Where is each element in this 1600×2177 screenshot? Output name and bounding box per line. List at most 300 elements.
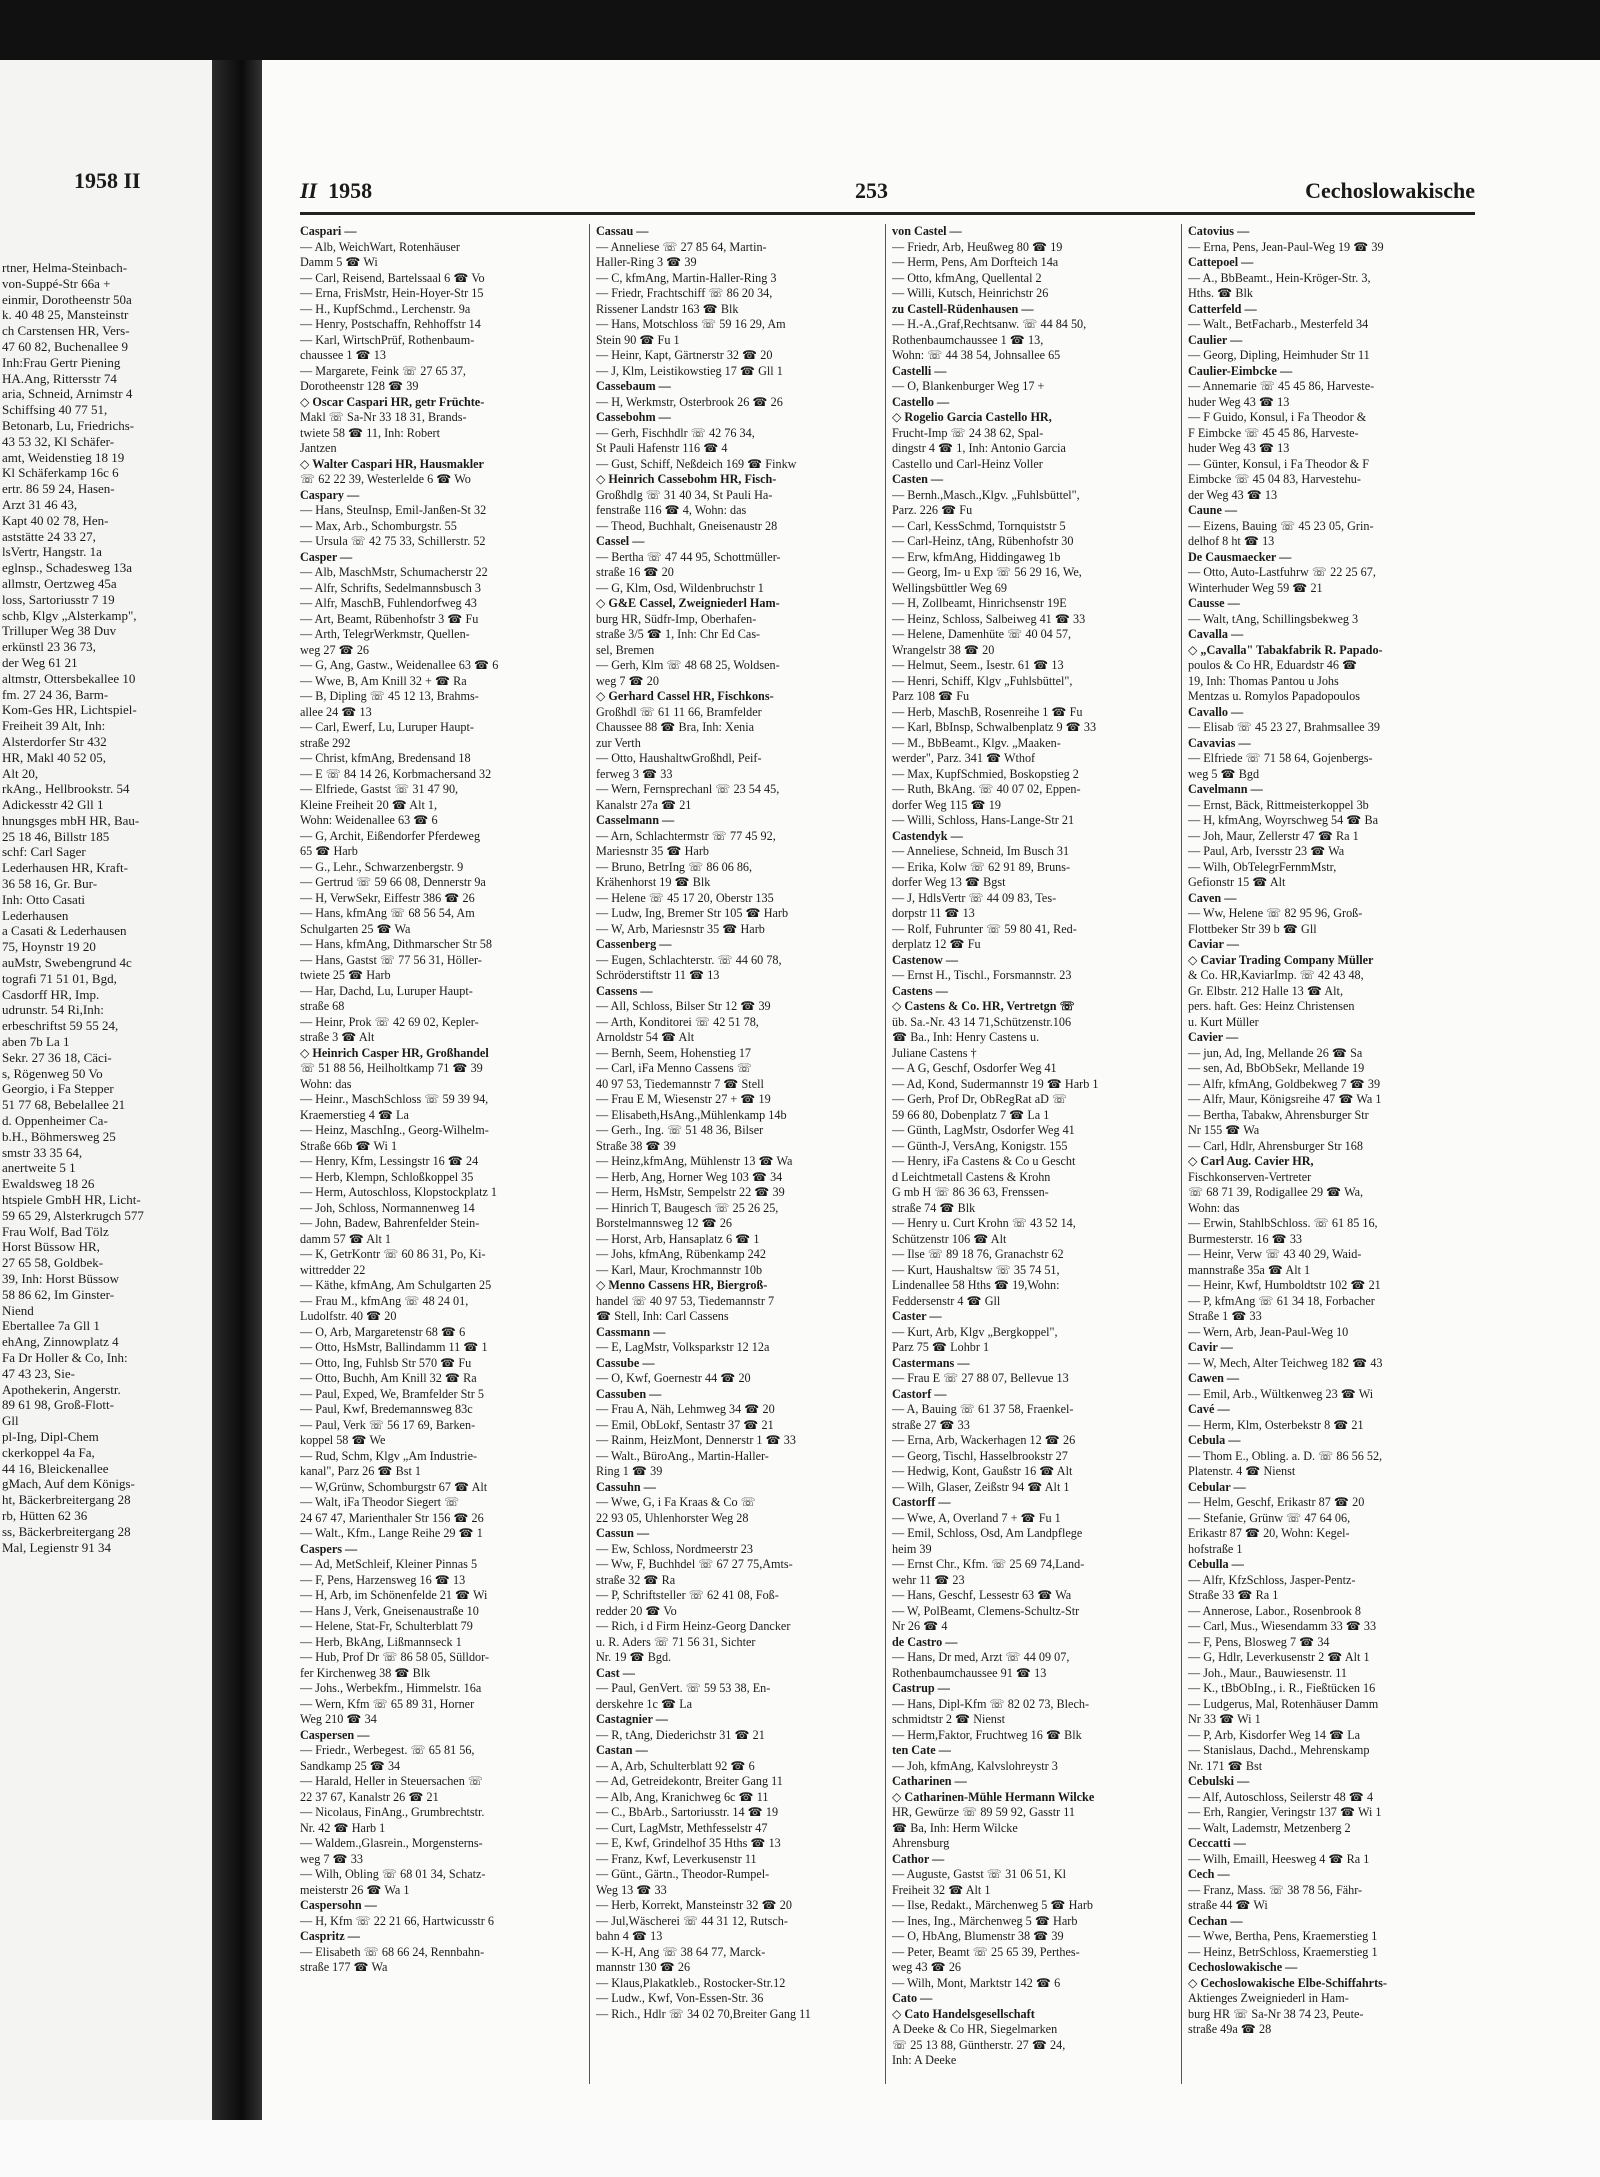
- directory-entry-line: — Herm,Faktor, Fruchtweg 16 ☎ Blk: [892, 1727, 1082, 1742]
- directory-entry-line: Schützenstr 106 ☎ Alt: [892, 1231, 1007, 1246]
- directory-entry-line: — Elisabeth,HsAng.,Mühlenkamp 14b: [596, 1107, 787, 1122]
- directory-entry-line: ◇ „Cavalla" Tabakfabrik R. Papado-: [1188, 642, 1383, 657]
- directory-entry-line: — Günter, Konsul, i Fa Theodor & F: [1188, 456, 1370, 471]
- surname-heading: Cassube —: [596, 1355, 655, 1370]
- directory-entry-line: — Herm, HsMstr, Sempelstr 22 ☎ 39: [596, 1185, 785, 1199]
- surname-heading: Caspary —: [300, 487, 360, 502]
- directory-entry-line: Rothenbaumchaussee 1 ☎ 13,: [892, 332, 1044, 347]
- surname-heading: Cavelmann —: [1188, 782, 1263, 796]
- directory-entry-line: ☏ 25 13 88, Güntherstr. 27 ☎ 24,: [892, 2037, 1066, 2052]
- directory-entry-line: — John, Badew, Bahrenfelder Stein-: [300, 1216, 480, 1230]
- directory-entry-line: — Herb, MaschB, Rosenreihe 1 ☎ Fu: [892, 704, 1083, 719]
- left-page-line: ertr. 86 59 24, Hasen-: [2, 481, 115, 497]
- left-page-line: 43 53 32, Kl Schäfer-: [2, 433, 115, 449]
- directory-entry-line: — H., KupfSchmd., Lerchenstr. 9a: [300, 301, 471, 316]
- directory-entry-line: Burmesterstr. 16 ☎ 33: [1188, 1231, 1303, 1246]
- directory-entry-line: — Rud, Schm, Klgv „Am Industrie-: [300, 1448, 478, 1463]
- directory-entry-line: Schulgarten 25 ☎ Wa: [300, 921, 411, 936]
- directory-entry-line: Wohn: Weidenallee 63 ☎ 6: [300, 813, 438, 827]
- directory-entry-line: Parz. 226 ☎ Fu: [892, 503, 973, 517]
- left-page-line: Kapt 40 02 78, Hen-: [2, 512, 109, 528]
- directory-entry-line: — Ernst Chr., Kfm. ☏ 25 69 74,Land-: [892, 1557, 1085, 1571]
- directory-entry-line: — B, Dipling ☏ 45 12 13, Brahms-: [300, 689, 479, 703]
- directory-entry-line: — Gerh., Ing. ☏ 51 48 36, Bilser: [596, 1123, 764, 1137]
- left-page-line: rtner, Helma-Steinbach-: [2, 260, 128, 275]
- directory-entry-line: Flottbeker Str 39 b ☎ Gll: [1188, 921, 1317, 936]
- directory-entry-line: straße 68: [300, 999, 345, 1013]
- surname-heading: Caulier-Eimbcke —: [1188, 363, 1293, 378]
- left-page-line: 51 77 68, Bebelallee 21: [2, 1097, 126, 1113]
- column-divider: [589, 224, 590, 2084]
- directory-entry-line: — Frau M., kfmAng ☏ 48 24 01,: [300, 1293, 469, 1308]
- left-page-line: einmir, Dorotheenstr 50a: [2, 291, 132, 307]
- directory-entry-line: mannstr 130 ☎ 26: [596, 1960, 691, 1974]
- left-page-line: 47 43 23, Sie-: [2, 1365, 75, 1381]
- surname-heading: Caviar —: [1188, 937, 1239, 951]
- directory-entry-line: — Ww, Helene ☏ 82 95 96, Groß-: [1188, 906, 1363, 920]
- surname-heading: Cavier —: [1188, 1030, 1239, 1044]
- directory-entry-line: — G, Hdlr, Leverkusenstr 2 ☎ Alt 1: [1188, 1650, 1370, 1664]
- directory-entry-line: Erikastr 87 ☎ 20, Wohn: Kegel-: [1188, 1526, 1350, 1540]
- directory-entry-line: weg 7 ☎ 33: [300, 1851, 363, 1866]
- scan-border-top: [0, 0, 1600, 60]
- directory-entry-line: — Helene ☏ 45 17 20, Oberstr 135: [596, 890, 774, 905]
- directory-entry-line: — Ursula ☏ 42 75 33, Schillerstr. 52: [300, 534, 486, 548]
- directory-entry-line: — Alb, MaschMstr, Schumacherstr 22: [300, 565, 488, 579]
- surname-heading: Cebula —: [1188, 1433, 1241, 1447]
- left-page-line: Kom-Ges HR, Lichtspiel-: [2, 702, 137, 718]
- directory-entry-line: — F, Pens, Harzensweg 16 ☎ 13: [300, 1572, 466, 1587]
- directory-entry-line: — Friedr., Werbegest. ☏ 65 81 56,: [300, 1743, 475, 1757]
- directory-entry-line: — Art, Beamt, Rübenhofstr 3 ☎ Fu: [300, 611, 479, 626]
- directory-entry-line: — jun, Ad, Ing, Mellande 26 ☎ Sa: [1188, 1045, 1363, 1060]
- surname-heading: Cassuhn —: [596, 1479, 656, 1494]
- surname-heading: Castendyk —: [892, 828, 963, 843]
- directory-entry-line: — Annerose, Labor., Rosenbrook 8: [1188, 1603, 1361, 1618]
- directory-entry-line: — Alfr, MaschB, Fuhlendorfweg 43: [300, 596, 477, 610]
- directory-entry-line: — Herb, Ang, Horner Weg 103 ☎ 34: [596, 1169, 783, 1184]
- left-page-line: 27 65 58, Goldbek-: [2, 1255, 104, 1271]
- directory-entry-line: — Eugen, Schlachterstr. ☏ 44 60 78,: [596, 952, 782, 967]
- directory-entry-line: wittredder 22: [300, 1262, 366, 1277]
- directory-entry-line: — Ines, Ing., Märchenweg 5 ☎ Harb: [892, 1913, 1078, 1928]
- directory-entry-line: — Ernst, Bäck, Rittmeisterkoppel 3b: [1188, 797, 1369, 812]
- directory-entry-line: derskehre 1c ☎ La: [596, 1696, 693, 1711]
- directory-entry-line: — Ad, Getreidekontr, Breiter Gang 11: [596, 1774, 783, 1788]
- book-spine: [212, 60, 262, 2120]
- directory-entry-line: üb. Sa.-Nr. 43 14 71,Schützenstr.106: [892, 1014, 1072, 1029]
- directory-entry-line: — Friedr, Frachtschiff ☏ 86 20 34,: [596, 286, 773, 300]
- directory-entry-line: — P, kfmAng ☏ 61 34 18, Forbacher: [1188, 1293, 1375, 1308]
- directory-entry-line: Haller-Ring 3 ☎ 39: [596, 255, 697, 269]
- directory-entry-line: Schröderstiftstr 11 ☎ 13: [596, 968, 720, 982]
- directory-entry-line: ◇ Catharinen-Mühle Hermann Wilcke: [892, 1789, 1095, 1804]
- directory-entry-line: — Hans, Geschf, Lessestr 63 ☎ Wa: [892, 1588, 1072, 1602]
- directory-entry-line: — Herb, BkAng, Lißmannseck 1: [300, 1634, 462, 1649]
- directory-entry-line: — Heinz,kfmAng, Mühlenstr 13 ☎ Wa: [596, 1154, 793, 1168]
- directory-entry-line: — Johs, kfmAng, Rübenkamp 242: [596, 1247, 766, 1261]
- directory-entry-line: — Elisabeth ☏ 68 66 24, Rennbahn-: [300, 1944, 485, 1959]
- surname-heading: Caspersen —: [300, 1727, 370, 1742]
- directory-entry-line: chaussee 1 ☎ 13: [300, 348, 386, 362]
- directory-entry-line: — Horst, Arb, Hansaplatz 6 ☎ 1: [596, 1231, 760, 1246]
- directory-entry-line: Weg 13 ☎ 33: [596, 1882, 667, 1897]
- left-page-line: k. 40 48 25, Mansteinstr: [2, 307, 129, 323]
- directory-entry-line: werder", Parz. 341 ☎ Wthof: [892, 751, 1036, 765]
- directory-entry-line: — G, Ang, Gastw., Weidenallee 63 ☎ 6: [300, 658, 499, 672]
- directory-entry-line: — W,Grünw, Schomburgstr 67 ☎ Alt: [300, 1479, 488, 1494]
- left-page-line: schb, Klgv „Alsterkamp",: [2, 607, 137, 623]
- directory-entry-line: Hths. ☎ Blk: [1188, 286, 1253, 300]
- surname-heading: von Castel —: [892, 224, 962, 238]
- directory-entry-line: 22 37 67, Kanalstr 26 ☎ 21: [300, 1789, 439, 1804]
- surname-heading: Castenow —: [892, 952, 959, 967]
- directory-entry-line: — W, Mech, Alter Teichweg 182 ☎ 43: [1188, 1355, 1383, 1370]
- directory-entry-line: — Hans, SteuInsp, Emil-Janßen-St 32: [300, 503, 487, 517]
- directory-entry-line: — Ernst H., Tischl., Forsmannstr. 23: [892, 968, 1072, 982]
- directory-entry-line: bahn 4 ☎ 13: [596, 1929, 663, 1943]
- directory-entry-line: — Erna, FrisMstr, Hein-Hoyer-Str 15: [300, 286, 484, 300]
- directory-entry-line: 65 ☎ Harb: [300, 844, 358, 858]
- directory-entry-line: — Karl, BbInsp, Schwalbenplatz 9 ☎ 33: [892, 720, 1097, 734]
- directory-entry-line: — Helmut, Seem., Isestr. 61 ☎ 13: [892, 658, 1064, 672]
- directory-entry-line: — Klaus,Plakatkleb., Rostocker-Str.12: [596, 1975, 786, 1990]
- directory-entry-line: — Stefanie, Grünw ☏ 47 64 06,: [1188, 1510, 1351, 1525]
- directory-entry-line: Frucht-Imp ☏ 24 38 62, Spal-: [892, 425, 1044, 440]
- left-page-line: aststätte 24 33 27,: [2, 528, 96, 544]
- directory-entry-line: Straße 38 ☎ 39: [596, 1138, 676, 1153]
- directory-entry-line: Krähenhorst 19 ☎ Blk: [596, 875, 711, 889]
- directory-entry-line: — Henry, iFa Castens & Co u Gescht: [892, 1154, 1076, 1168]
- left-page-line: Sekr. 27 36 18, Cäci-: [2, 1049, 112, 1065]
- directory-entry-line: — Hans, kfmAng ☏ 68 56 54, Am: [300, 906, 475, 920]
- directory-entry-line: — Heinr, Kapt, Gärtnerstr 32 ☎ 20: [596, 348, 773, 362]
- directory-entry-line: — Hans, Dr med, Arzt ☏ 44 09 07,: [892, 1650, 1070, 1664]
- directory-entry-line: — Helene, Stat-Fr, Schulterblatt 79: [300, 1619, 473, 1633]
- directory-entry-line: Nr 26 ☎ 4: [892, 1619, 948, 1633]
- directory-entry-line: burg HR, Südfr-Imp, Oberhafen-: [596, 611, 757, 626]
- directory-entry-line: — Kurt, Haushaltsw ☏ 35 74 51,: [892, 1262, 1060, 1277]
- directory-entry-line: Nr. 19 ☎ Bgd.: [596, 1650, 672, 1664]
- directory-entry-line: — sen, Ad, BbObSekr, Mellande 19: [1188, 1061, 1365, 1075]
- directory-entry-line: ◇ Caviar Trading Company Müller: [1188, 952, 1374, 967]
- left-page-line: aben 7b La 1: [2, 1034, 70, 1050]
- directory-entry-line: — Alfr, Schrifts, Sedelmannsbusch 3: [300, 580, 481, 595]
- surname-heading: Cebulla —: [1188, 1557, 1244, 1571]
- left-page-line: Arzt 31 46 43,: [2, 496, 78, 512]
- surname-heading: Cebular —: [1188, 1479, 1246, 1494]
- directory-entry-line: — A., BbBeamt., Hein-Kröger-Str. 3,: [1188, 270, 1371, 285]
- directory-entry-line: — Arn, Schlachtermstr ☏ 77 45 92,: [596, 828, 776, 843]
- surname-heading: Ceccatti —: [1188, 1836, 1246, 1850]
- directory-entry-line: Eimbcke ☏ 45 04 83, Harvestehu-: [1188, 472, 1361, 486]
- directory-entry-line: — Stanislaus, Dachd., Mehrenskamp: [1188, 1743, 1370, 1757]
- directory-entry-line: huder Weg 43 ☎ 13: [1188, 441, 1290, 455]
- directory-entry-line: ☎ Stell, Inh: Carl Cassens: [596, 1309, 729, 1323]
- directory-entry-line: — J, HdlsVertr ☏ 44 09 83, Tes-: [892, 890, 1057, 905]
- directory-entry-line: Straße 1 ☎ 33: [1188, 1309, 1262, 1323]
- left-page-line: Trilluper Weg 38 Duv: [2, 623, 117, 639]
- directory-entry-line: ◇ Heinrich Cassebohm HR, Fisch-: [596, 472, 777, 486]
- directory-entry-line: ◇ Walter Caspari HR, Hausmakler: [300, 456, 484, 471]
- directory-entry-line: Nr 33 ☎ Wi 1: [1188, 1712, 1261, 1726]
- directory-entry-line: — Rainm, HeizMont, Dennerstr 1 ☎ 33: [596, 1433, 796, 1447]
- directory-entry-line: — H, Werkmstr, Osterbrook 26 ☎ 26: [596, 394, 783, 409]
- surname-heading: Cassebohm —: [596, 410, 671, 424]
- directory-entry-line: — Otto, HaushaltwGroßhdl, Peif-: [596, 751, 762, 765]
- directory-entry-line: Mentzas u. Romylos Papadopoulos: [1188, 689, 1360, 703]
- directory-entry-line: — K, GetrKontr ☏ 60 86 31, Po, Ki-: [300, 1247, 486, 1261]
- directory-entry-line: — Walt., BüroAng., Martin-Haller-: [596, 1448, 769, 1463]
- directory-entry-line: — Frau E ☏ 27 88 07, Bellevue 13: [892, 1371, 1069, 1385]
- directory-entry-line: — Erna, Arb, Wackerhagen 12 ☎ 26: [892, 1433, 1076, 1447]
- directory-entry-line: — Paul, Kwf, Bredemannsweg 83c: [300, 1402, 473, 1416]
- left-page-line: 39, Inh: Horst Büssow: [2, 1271, 120, 1286]
- directory-entry-line: u. Kurt Müller: [1188, 1014, 1259, 1029]
- left-page-line: Mal, Legienstr 91 34: [2, 1539, 112, 1555]
- directory-entry-line: Wohn: ☏ 44 38 54, Johnsallee 65: [892, 348, 1061, 362]
- directory-entry-line: — Emil, Schloss, Osd, Am Landpflege: [892, 1526, 1083, 1540]
- surname-heading: Caulier —: [1188, 332, 1243, 347]
- directory-entry-line: — Alb, WeichWart, Rotenhäuser: [300, 239, 460, 254]
- surname-heading: Castelli —: [892, 363, 947, 378]
- left-page-line: Alt 20,: [2, 765, 39, 781]
- column-divider: [885, 224, 886, 2084]
- directory-entry-line: — Walt, Lademstr, Metzenberg 2: [1188, 1820, 1351, 1835]
- left-page-line: Frau Wolf, Bad Tölz: [2, 1223, 109, 1239]
- directory-entry-line: Parz 75 ☎ Lohbr 1: [892, 1340, 990, 1354]
- surname-heading: zu Castell-Rüdenhausen —: [892, 301, 1034, 316]
- directory-entry-line: — Thom E., Obling. a. D. ☏ 86 56 52,: [1188, 1448, 1383, 1463]
- directory-entry-line: burg HR ☏ Sa-Nr 38 74 23, Peute-: [1188, 2006, 1364, 2021]
- directory-entry-line: — Otto, HsMstr, Ballindamm 11 ☎ 1: [300, 1340, 488, 1354]
- left-page-line: Casdorff HR, Imp.: [2, 986, 100, 1002]
- directory-entry-line: Stein 90 ☎ Fu 1: [596, 332, 680, 347]
- directory-entry-line: A Deeke & Co HR, Siegelmarken: [892, 2022, 1058, 2036]
- directory-entry-line: huder Weg 43 ☎ 13: [1188, 394, 1290, 409]
- directory-entry-line: — Georg, Dipling, Heimhuder Str 11: [1188, 348, 1370, 362]
- directory-entry-line: — Ad, MetSchleif, Kleiner Pinnas 5: [300, 1557, 478, 1571]
- directory-entry-line: — Karl, WirtschPrüf, Rothenbaum-: [300, 332, 475, 347]
- directory-entry-line: Mariesnstr 35 ☎ Harb: [596, 844, 709, 858]
- issue-year: 1958: [328, 178, 373, 203]
- directory-entry-line: — K-H, Ang ☏ 38 64 77, Marck-: [596, 1944, 766, 1959]
- left-page-line: Ewaldsweg 18 26: [2, 1176, 95, 1192]
- directory-entry-line: koppel 58 ☎ We: [300, 1433, 386, 1447]
- directory-entry-line: — K., tBbObIng., i. R., Fießtücken 16: [1188, 1681, 1376, 1695]
- directory-entry-line: — Erna, Pens, Jean-Paul-Weg 19 ☎ 39: [1188, 239, 1384, 254]
- directory-entry-line: — H, VerwSekr, Eiffestr 386 ☎ 26: [300, 890, 475, 905]
- directory-entry-line: — Wilh, Glaser, Zeißstr 94 ☎ Alt 1: [892, 1479, 1070, 1494]
- directory-entry-line: — Herb, Klempn, Schloßkoppel 35: [300, 1169, 474, 1184]
- directory-entry-line: 59 66 80, Dobenplatz 7 ☎ La 1: [892, 1107, 1050, 1122]
- directory-entry-line: damm 57 ☎ Alt 1: [300, 1231, 392, 1246]
- surname-heading: Cech —: [1188, 1867, 1230, 1881]
- directory-entry-line: straße 3 ☎ Alt: [300, 1030, 375, 1044]
- directory-entry-line: — Herb, Korrekt, Mansteinstr 32 ☎ 20: [596, 1898, 792, 1912]
- directory-entry-line: — Bernh, Seem, Hohenstieg 17: [596, 1045, 752, 1060]
- directory-entry-line: fenstraße 116 ☎ 4, Wohn: das: [596, 503, 747, 517]
- directory-entry-line: ferweg 3 ☎ 33: [596, 766, 673, 781]
- surname-heading: de Castro —: [892, 1634, 958, 1649]
- directory-entry-line: St Pauli Hafenstr 116 ☎ 4: [596, 441, 728, 455]
- directory-entry-line: u. R. Aders ☏ 71 56 31, Sichter: [596, 1634, 756, 1649]
- directory-entry-line: — Wilh, Emaill, Heesweg 4 ☎ Ra 1: [1188, 1851, 1370, 1866]
- left-page-line: auMstr, Swebengrund 4c: [2, 955, 132, 971]
- directory-entry-line: Ahrensburg: [892, 1836, 950, 1850]
- left-page-line: Lederhausen HR, Kraft-: [2, 860, 128, 876]
- directory-entry-line: straße 49a ☎ 28: [1188, 2022, 1272, 2036]
- directory-entry-line: — Gertrud ☏ 59 66 08, Dennerstr 9a: [300, 875, 486, 889]
- left-page-line: ht, Bäckerbreitergang 28: [2, 1492, 131, 1508]
- directory-entry-line: — Joh., Maur., Bauwiesenstr. 11: [1188, 1665, 1347, 1680]
- directory-entry-line: — Johs., Werbekfm., Himmelstr. 16a: [300, 1681, 482, 1695]
- directory-entry-line: — Gerh, Fischhdlr ☏ 42 76 34,: [596, 425, 755, 440]
- left-page-line: ehAng, Zinnowplatz 4: [2, 1334, 119, 1350]
- left-page-line: erbeschriftst 59 55 24,: [2, 1018, 119, 1034]
- surname-heading: Cassens —: [596, 983, 653, 998]
- directory-entry-line: — Bertha ☏ 47 44 95, Schottmüller-: [596, 549, 781, 564]
- left-page-line: loss, Sartoriusstr 7 19: [2, 591, 115, 607]
- directory-entry-line: — P, Schriftsteller ☏ 62 41 08, Foß-: [596, 1588, 779, 1602]
- directory-entry-line: ◇ Heinrich Casper HR, Großhandel: [300, 1045, 489, 1060]
- directory-entry-line: — Günt., Gärtn., Theodor-Rumpel-: [596, 1867, 770, 1881]
- directory-entry-line: — Frau E M, Wiesenstr 27 + ☎ 19: [596, 1092, 771, 1106]
- surname-heading: Castermans —: [892, 1355, 970, 1370]
- directory-entry-line: — Elisab ☏ 45 23 27, Brahmsallee 39: [1188, 720, 1380, 734]
- left-page-line: der Weg 61 21: [2, 654, 78, 670]
- surname-heading: Casper —: [300, 549, 353, 564]
- directory-entry-line: & Co. HR,KaviarImp. ☏ 42 43 48,: [1188, 968, 1364, 982]
- directory-entry-line: straße 74 ☎ Blk: [892, 1200, 976, 1215]
- surname-heading: Catharinen —: [892, 1774, 967, 1788]
- surname-heading: Cast —: [596, 1665, 635, 1680]
- directory-entry-line: Borstelmannsweg 12 ☎ 26: [596, 1216, 733, 1230]
- directory-entry-line: — Waldem.,Glasrein., Morgensterns-: [300, 1836, 483, 1850]
- directory-entry-line: — Wwe, G, i Fa Kraas & Co ☏: [596, 1495, 756, 1509]
- directory-entry-line: — Helm, Geschf, Erikastr 87 ☎ 20: [1188, 1495, 1365, 1509]
- directory-entry-line: — Paul, Arb, Iversstr 23 ☎ Wa: [1188, 844, 1345, 858]
- directory-entry-line: — Ad, Kond, Sudermannstr 19 ☎ Harb 1: [892, 1076, 1099, 1091]
- left-page-line: Alsterdorfer Str 432: [2, 733, 107, 749]
- directory-entry-line: — Jul,Wäscherei ☏ 44 31 12, Rutsch-: [596, 1913, 788, 1928]
- directory-entry-line: straße 32 ☎ Ra: [596, 1572, 676, 1587]
- surname-heading: Castello —: [892, 394, 950, 409]
- left-page-line: HA.Ang, Rittersstr 74: [2, 370, 117, 386]
- directory-entry-line: — Rolf, Fuhrunter ☏ 59 80 41, Red-: [892, 921, 1077, 936]
- column-2: [596, 224, 876, 2094]
- directory-entry-line: Weg 210 ☎ 34: [300, 1712, 377, 1726]
- directory-entry-line: — A, Bauing ☏ 61 37 58, Fraenkel-: [892, 1402, 1074, 1416]
- directory-entry-line: — Nicolaus, FinAng., Grumbrechtstr.: [300, 1805, 485, 1819]
- surname-heading: Cassau —: [596, 224, 649, 238]
- directory-entry-line: 40 97 53, Tiedemannstr 7 ☎ Stell: [596, 1076, 764, 1091]
- directory-entry-line: 24 67 47, Marienthaler Str 156 ☎ 26: [300, 1510, 484, 1525]
- surname-heading: Catovius —: [1188, 224, 1250, 238]
- directory-entry-line: — Ludw., Kwf, Von-Essen-Str. 36: [596, 1991, 764, 2005]
- directory-entry-line: der Weg 43 ☎ 13: [1188, 487, 1278, 502]
- directory-entry-line: — E ☏ 84 14 26, Korbmachersand 32: [300, 766, 492, 781]
- surname-heading: Cavalla —: [1188, 627, 1244, 641]
- left-page-line: Inh:Frau Gertr Piening: [2, 354, 121, 370]
- header-rule: [300, 212, 1475, 215]
- directory-entry-line: ◇ G&E Cassel, Zweigniederl Ham-: [596, 596, 780, 610]
- directory-entry-line: — Christ, kfmAng, Bredensand 18: [300, 751, 471, 765]
- left-page-text: [2, 260, 207, 1555]
- directory-entry-line: — Erh, Rangier, Veringstr 137 ☎ Wi 1: [1188, 1805, 1382, 1819]
- directory-entry-line: — Bruno, BetrIng ☏ 86 06 86,: [596, 859, 753, 874]
- directory-entry-line: — J, Klm, Leistikowstieg 17 ☎ Gll 1: [596, 363, 783, 378]
- directory-entry-line: — Curt, LagMstr, Methfesselstr 47: [596, 1820, 768, 1835]
- left-page-line: Niend: [2, 1302, 34, 1318]
- directory-entry-line: weg 43 ☎ 26: [892, 1960, 962, 1974]
- directory-entry-line: — Max, KupfSchmied, Boskopstieg 2: [892, 766, 1079, 781]
- left-page-line: Lederhausen: [2, 907, 69, 923]
- directory-entry-line: — Heinz, Schloss, Salbeiweg 41 ☎ 33: [892, 611, 1086, 626]
- surname-heading: Caven —: [1188, 890, 1237, 905]
- directory-entry-line: — Ilse, Redakt., Märchenweg 5 ☎ Harb: [892, 1898, 1093, 1912]
- left-page-line: Betonarb, Lu, Friedrichs-: [2, 417, 135, 433]
- directory-entry-line: dorfer Weg 13 ☎ Bgst: [892, 875, 1006, 889]
- left-page-line: ss, Bäckerbreitergang 28: [2, 1523, 131, 1539]
- directory-entry-line: — Peter, Beamt ☏ 25 65 39, Perthes-: [892, 1944, 1080, 1959]
- directory-entry-line: — Frau A, Näh, Lehmweg 34 ☎ 20: [596, 1402, 775, 1416]
- directory-entry-line: sel, Bremen: [596, 642, 655, 657]
- directory-entry-line: — All, Schloss, Bilser Str 12 ☎ 39: [596, 999, 771, 1013]
- left-page-line: schf: Carl Sager: [2, 844, 86, 860]
- directory-entry-line: — Helene, Damenhüte ☏ 40 04 57,: [892, 627, 1072, 641]
- directory-entry-line: — Bernh.,Masch.,Klgv. „Fuhlsbüttel",: [892, 487, 1080, 502]
- left-page-line: tografi 71 51 01, Bgd,: [2, 970, 117, 986]
- surname-heading: Casselmann —: [596, 813, 675, 827]
- directory-entry-line: Großhdl ☏ 61 11 66, Bramfelder: [596, 704, 762, 719]
- directory-entry-line: Kleine Freiheit 20 ☎ Alt 1,: [300, 797, 438, 812]
- left-page-line: udrunstr. 54 Ri,Inh:: [2, 1002, 104, 1018]
- directory-entry-line: Damm 5 ☎ Wi: [300, 255, 378, 269]
- directory-entry-line: — Herm, Pens, Am Dorfteich 14a: [892, 255, 1059, 269]
- directory-entry-line: dingstr 4 ☎ 1, Inh: Antonio Garcia: [892, 441, 1066, 455]
- surname-heading: Castorff —: [892, 1495, 951, 1509]
- directory-entry-line: — F Guido, Konsul, i Fa Theodor &: [1188, 410, 1367, 424]
- left-page-line: lsVertr, Hangstr. 1a: [2, 544, 102, 560]
- surname-heading: Castens —: [892, 983, 948, 998]
- directory-entry-line: — Max, Arb., Schomburgstr. 55: [300, 518, 457, 533]
- directory-entry-line: — Wilh, Obling ☏ 68 01 34, Schatz-: [300, 1867, 486, 1881]
- directory-entry-line: — W, PolBeamt, Clemens-Schultz-Str: [892, 1603, 1080, 1618]
- directory-entry-line: — Otto, Buchh, Am Knill 32 ☎ Ra: [300, 1371, 477, 1385]
- directory-entry-line: Kraemerstieg 4 ☎ La: [300, 1107, 409, 1122]
- directory-entry-line: handel ☏ 40 97 53, Tiedemannstr 7: [596, 1293, 775, 1308]
- directory-entry-line: — Ew, Schloss, Nordmeerstr 23: [596, 1541, 753, 1556]
- directory-entry-line: — Georg, Im- u Exp ☏ 56 29 16, We,: [892, 565, 1082, 579]
- directory-entry-line: heim 39: [892, 1541, 932, 1556]
- directory-entry-line: — Gerh, Prof Dr, ObRegRat aD ☏: [892, 1092, 1068, 1106]
- directory-entry-line: straße 27 ☎ 33: [892, 1417, 970, 1432]
- left-page-line: pl-Ing, Dipl-Chem: [2, 1428, 99, 1444]
- issue-roman: II: [300, 178, 318, 203]
- directory-entry-line: Fischkonserven-Vertreter: [1188, 1169, 1312, 1184]
- directory-entry-line: redder 20 ☎ Vo: [596, 1603, 677, 1618]
- directory-entry-line: — H, Zollbeamt, Hinrichsenstr 19E: [892, 596, 1067, 610]
- directory-entry-line: — Erw, kfmAng, Hiddingaweg 1b: [892, 549, 1061, 564]
- left-page-line: ckerkoppel 4a Fa,: [2, 1444, 95, 1460]
- directory-entry-line: — O, Kwf, Goernestr 44 ☎ 20: [596, 1371, 751, 1385]
- surname-heading: Cassenberg —: [596, 937, 672, 951]
- directory-entry-line: ◇ Menno Cassens HR, Biergroß-: [596, 1278, 768, 1292]
- left-page-line: smstr 33 35 64,: [2, 1144, 83, 1160]
- directory-entry-line: — Hans, Motschloss ☏ 59 16 29, Am: [596, 317, 786, 331]
- directory-entry-line: ◇ Carl Aug. Cavier HR,: [1188, 1154, 1314, 1168]
